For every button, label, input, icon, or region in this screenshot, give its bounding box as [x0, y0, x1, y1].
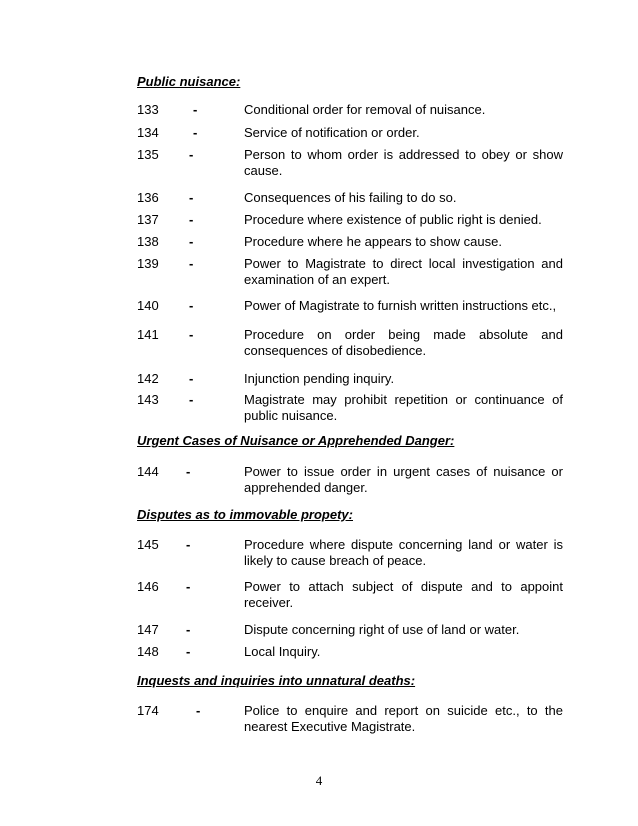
section-number: 145	[137, 537, 159, 552]
section-dash: -	[186, 464, 191, 479]
section-dash: -	[189, 298, 194, 313]
section-description: Injunction pending inquiry.	[244, 371, 395, 386]
section-description: Power to Magistrate to direct local investigation and examination of an expert.	[244, 256, 563, 287]
section-description: Procedure where existence of public right is denied.	[244, 212, 542, 227]
section-description: Person to whom order is addressed to obey or show cause.	[244, 147, 563, 178]
section-number: 133	[137, 102, 159, 117]
section-number: 136	[137, 190, 159, 205]
section-dash: -	[189, 190, 194, 205]
section-dash: -	[186, 622, 191, 637]
section-dash: -	[186, 644, 191, 659]
section-number: 141	[137, 327, 159, 342]
section-number: 146	[137, 579, 159, 594]
heading-disputes: Disputes as to immovable propety:	[137, 507, 353, 522]
section-dash: -	[189, 212, 194, 227]
heading-public-nuisance: Public nuisance:	[137, 74, 241, 89]
section-number: 140	[137, 298, 159, 313]
section-description: Police to enquire and report on suicide etc., to the nearest Executive Magistrate.	[244, 703, 563, 734]
heading-urgent-cases: Urgent Cases of Nuisance or Apprehended Danger:	[137, 433, 455, 448]
section-dash: -	[196, 703, 201, 718]
section-description: Magistrate may prohibit repetition or continuance of public nuisance.	[244, 392, 563, 423]
section-number: 134	[137, 125, 159, 140]
section-number: 144	[137, 464, 159, 479]
section-dash: -	[189, 234, 194, 249]
section-description: Consequences of his failing to do so.	[244, 190, 457, 205]
section-description: Conditional order for removal of nuisance.	[244, 102, 486, 117]
section-description: Dispute concerning right of use of land or water.	[244, 622, 520, 637]
section-number: 138	[137, 234, 159, 249]
page-number: 4	[315, 773, 323, 788]
section-description: Service of notification or order.	[244, 125, 420, 140]
section-dash: -	[189, 371, 194, 386]
section-dash: -	[189, 327, 194, 342]
section-description: Power to attach subject of dispute and to appoint receiver.	[244, 579, 563, 610]
section-dash: -	[186, 537, 191, 552]
section-description: Local Inquiry.	[244, 644, 321, 659]
heading-inquests: Inquests and inquiries into unnatural deaths:	[137, 673, 416, 688]
section-number: 174	[137, 703, 159, 718]
section-dash: -	[193, 125, 198, 140]
section-number: 135	[137, 147, 159, 162]
section-description: Power of Magistrate to furnish written instructions etc.,	[244, 298, 557, 313]
section-dash: -	[186, 579, 191, 594]
section-number: 148	[137, 644, 159, 659]
section-dash: -	[189, 256, 194, 271]
section-number: 137	[137, 212, 159, 227]
section-description: Procedure where he appears to show cause.	[244, 234, 502, 249]
section-number: 147	[137, 622, 159, 637]
section-number: 142	[137, 371, 159, 386]
section-number: 139	[137, 256, 159, 271]
section-dash: -	[193, 102, 198, 117]
section-description: Procedure where dispute concerning land or water is likely to cause breach of peace.	[244, 537, 563, 568]
section-dash: -	[189, 392, 194, 407]
section-description: Power to issue order in urgent cases of nuisance or apprehended danger.	[244, 464, 563, 495]
section-description: Procedure on order being made absolute and consequences of disobedience.	[244, 327, 563, 358]
section-number: 143	[137, 392, 159, 407]
section-dash: -	[189, 147, 194, 162]
